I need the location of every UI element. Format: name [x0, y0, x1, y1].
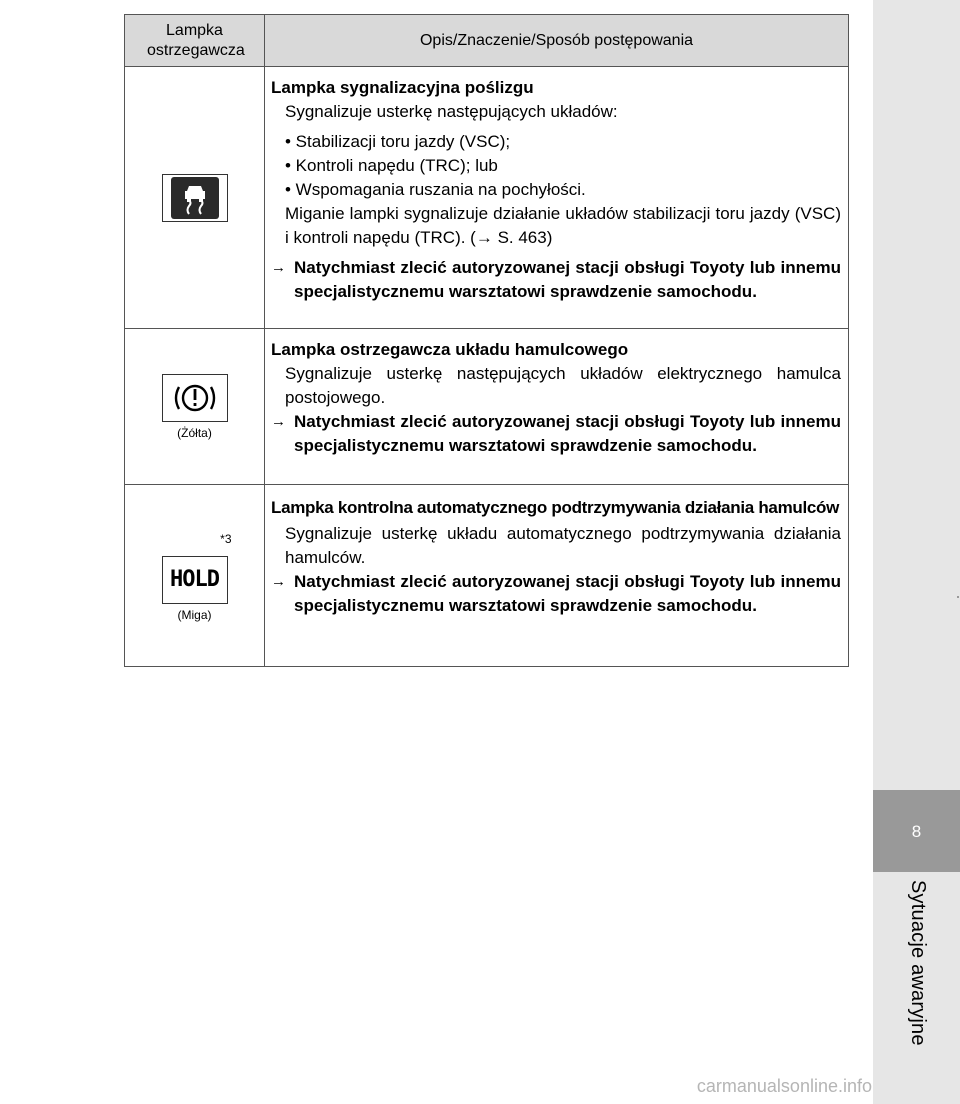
icon-cell — [125, 67, 265, 329]
row-title: Lampka ostrzegawcza układu hamulcowego — [271, 340, 629, 359]
description-cell — [265, 67, 849, 329]
footnote-marker: *3 — [220, 531, 232, 546]
icon-caption: (Żółta) — [177, 425, 212, 440]
arrow-icon: → — [271, 573, 286, 590]
row-intro: Sygnalizuje usterkę następujących układów: — [285, 102, 618, 121]
action-text: Natychmiast zlecić autoryzowanej stacji obsługi Toyoty lub innemu specjalistycznemu warsztatowi sprawdzenie samochodu. — [294, 258, 841, 301]
arrow-icon: → — [271, 413, 286, 430]
description-cell — [265, 329, 849, 485]
list-item: • Wspomagania ruszania na pochyłości. — [285, 180, 586, 199]
row-intro: Sygnalizuje usterkę następujących układów elektrycznego hamulca postojowego. — [285, 364, 841, 407]
chapter-number: 8 — [911, 822, 922, 841]
description-cell — [265, 485, 849, 667]
warning-lights-table — [124, 14, 849, 667]
icon-cell — [125, 329, 265, 485]
header-description: Opis/Znaczenie/Sposób postępowania — [265, 15, 849, 67]
affected-systems-list — [271, 130, 841, 202]
action-text: Natychmiast zlecić autoryzowanej stacji obsługi Toyoty lub innemu specjalistycznemu warsztatowi sprawdzenie samochodu. — [294, 572, 841, 615]
table-row — [125, 329, 849, 485]
chapter-title: Sytuacje awaryjne — [907, 880, 929, 1046]
header-warning-light: Lampka ostrzegawcza — [125, 15, 265, 67]
hold-icon-wrap — [162, 531, 232, 604]
row-action — [271, 570, 841, 618]
table-row — [125, 67, 849, 329]
row-action — [271, 410, 841, 458]
table-header-row — [125, 15, 849, 67]
action-text: Natychmiast zlecić autoryzowanej stacji obsługi Toyoty lub innemu specjalistycznemu warsztatowi sprawdzenie samochodu. — [294, 412, 841, 455]
table-row — [125, 485, 849, 667]
row-note: Miganie lampki sygnalizuje działanie układów stabilizacji toru jazdy (VSC) i kontroli napędu (TRC). (→ S. 463) — [285, 204, 841, 247]
slip-indicator-icon — [162, 174, 228, 222]
icon-cell — [125, 485, 265, 667]
chapter-number-box — [873, 790, 960, 872]
row-intro: Sygnalizuje usterkę układu automatycznego podtrzymywania działania hamulców. — [285, 524, 841, 567]
scan-speck — [957, 596, 959, 598]
list-item: • Kontroli napędu (TRC); lub — [285, 156, 498, 175]
row-title: Lampka sygnalizacyjna poślizgu — [271, 78, 534, 97]
icon-caption: (Miga) — [177, 607, 212, 622]
row-title: Lampka kontrolna automatycznego podtrzymywania działania hamulców — [271, 498, 840, 517]
brake-warning-icon — [162, 374, 228, 422]
arrow-icon: → — [271, 259, 286, 276]
hold-icon: HOLD — [162, 556, 228, 604]
watermark: carmanualsonline.info — [696, 1076, 872, 1096]
list-item: • Stabilizacji toru jazdy (VSC); — [285, 132, 511, 151]
row-action — [271, 256, 841, 304]
